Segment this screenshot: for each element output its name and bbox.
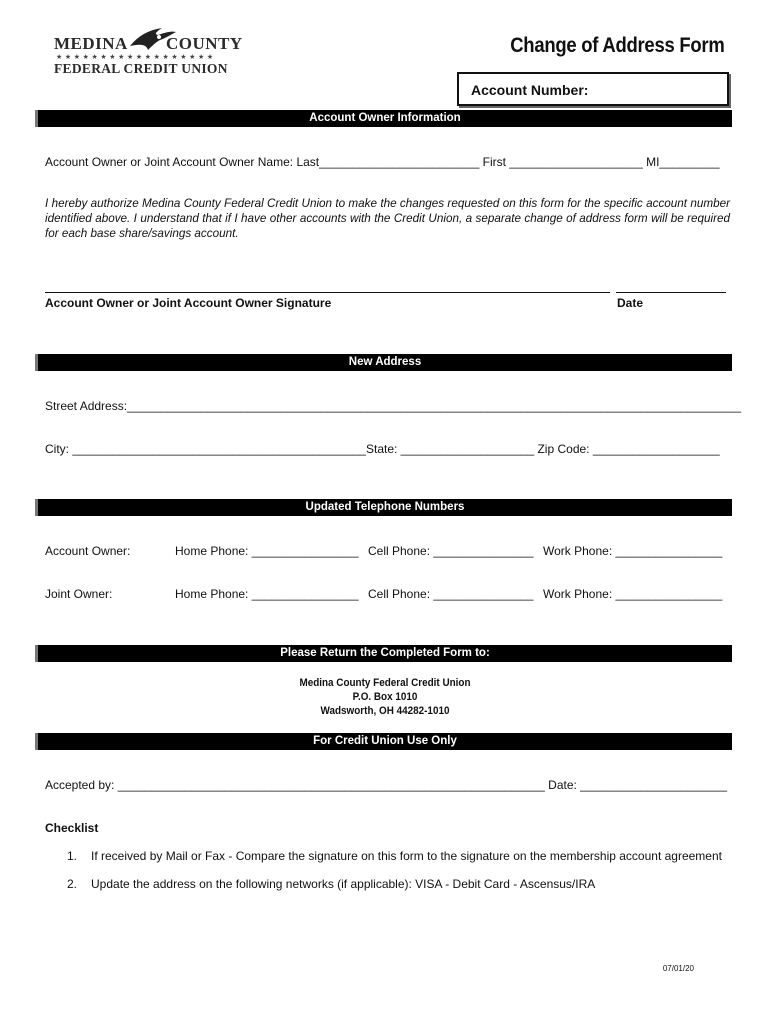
- authorization-text: I hereby authorize Medina County Federal Credit Union to make the changes requested on this form for the specific account number identified above. I understand that if I have other accounts with the Credit Union, a separate change of address form will be required for each base share/savings account.: [45, 197, 730, 240]
- section-new-address: New Address: [35, 354, 732, 371]
- checklist-item-2: Update the address on the following networks (if applicable): VISA - Debit Card - Ascensus/IRA: [91, 877, 596, 891]
- checklist-item-2-number: 2.: [67, 877, 78, 891]
- return-address-line3: Wadsworth, OH 44282-1010: [320, 705, 450, 717]
- checklist-label: Checklist: [45, 821, 99, 835]
- account-number-field[interactable]: [457, 72, 729, 106]
- joint-home-phone-field[interactable]: Home Phone: ________________: [175, 587, 359, 601]
- account-owner-label: Account Owner:: [45, 544, 131, 558]
- checklist-item-1: If received by Mail or Fax - Compare the signature on this form to the signature on the membership account agreement: [91, 849, 722, 863]
- logo-stars: ★★★★★★★★★★★★★★★★★★: [56, 54, 216, 61]
- checklist-item-1-number: 1.: [67, 849, 78, 863]
- form-title: Change of Address Form: [509, 34, 724, 57]
- owner-cell-phone-field[interactable]: Cell Phone: _______________: [368, 544, 534, 558]
- return-address-line2: P.O. Box 1010: [352, 691, 418, 703]
- section-owner-info: Account Owner Information: [35, 110, 732, 127]
- logo-county: COUNTY: [166, 34, 243, 53]
- logo-credit-union: FEDERAL CREDIT UNION: [54, 61, 228, 76]
- accepted-by-field[interactable]: Accepted by: ________________________________________________________________ Date: ______________________: [45, 778, 728, 792]
- joint-work-phone-field[interactable]: Work Phone: ________________: [543, 587, 723, 601]
- section-cu-use: For Credit Union Use Only: [35, 733, 732, 750]
- city-state-zip-field[interactable]: City: ____________________________________________State: ____________________ Zip Code: ___________________: [45, 442, 720, 456]
- logo-medina: MEDINA: [54, 34, 128, 53]
- account-number-label: Account Number:: [471, 82, 589, 98]
- signature-line[interactable]: [45, 292, 610, 293]
- section-phones: Updated Telephone Numbers: [35, 499, 732, 516]
- date-label: Date: [617, 296, 644, 310]
- owner-home-phone-field[interactable]: Home Phone: ________________: [175, 544, 359, 558]
- joint-owner-label: Joint Owner:: [45, 587, 113, 601]
- owner-name-line[interactable]: Account Owner or Joint Account Owner Name: Last________________________ First ____________________ MI_________: [45, 155, 720, 169]
- form-revision-code: 07/01/20: [662, 964, 694, 973]
- return-address-line1: Medina County Federal Credit Union: [299, 677, 471, 689]
- date-line[interactable]: [616, 292, 726, 293]
- joint-cell-phone-field[interactable]: Cell Phone: _______________: [368, 587, 534, 601]
- street-address-field[interactable]: Street Address:____________________________________________________________________________________________: [45, 399, 742, 413]
- section-return: Please Return the Completed Form to:: [35, 645, 732, 662]
- signature-label: Account Owner or Joint Account Owner Signature: [45, 296, 332, 310]
- owner-work-phone-field[interactable]: Work Phone: ________________: [543, 544, 723, 558]
